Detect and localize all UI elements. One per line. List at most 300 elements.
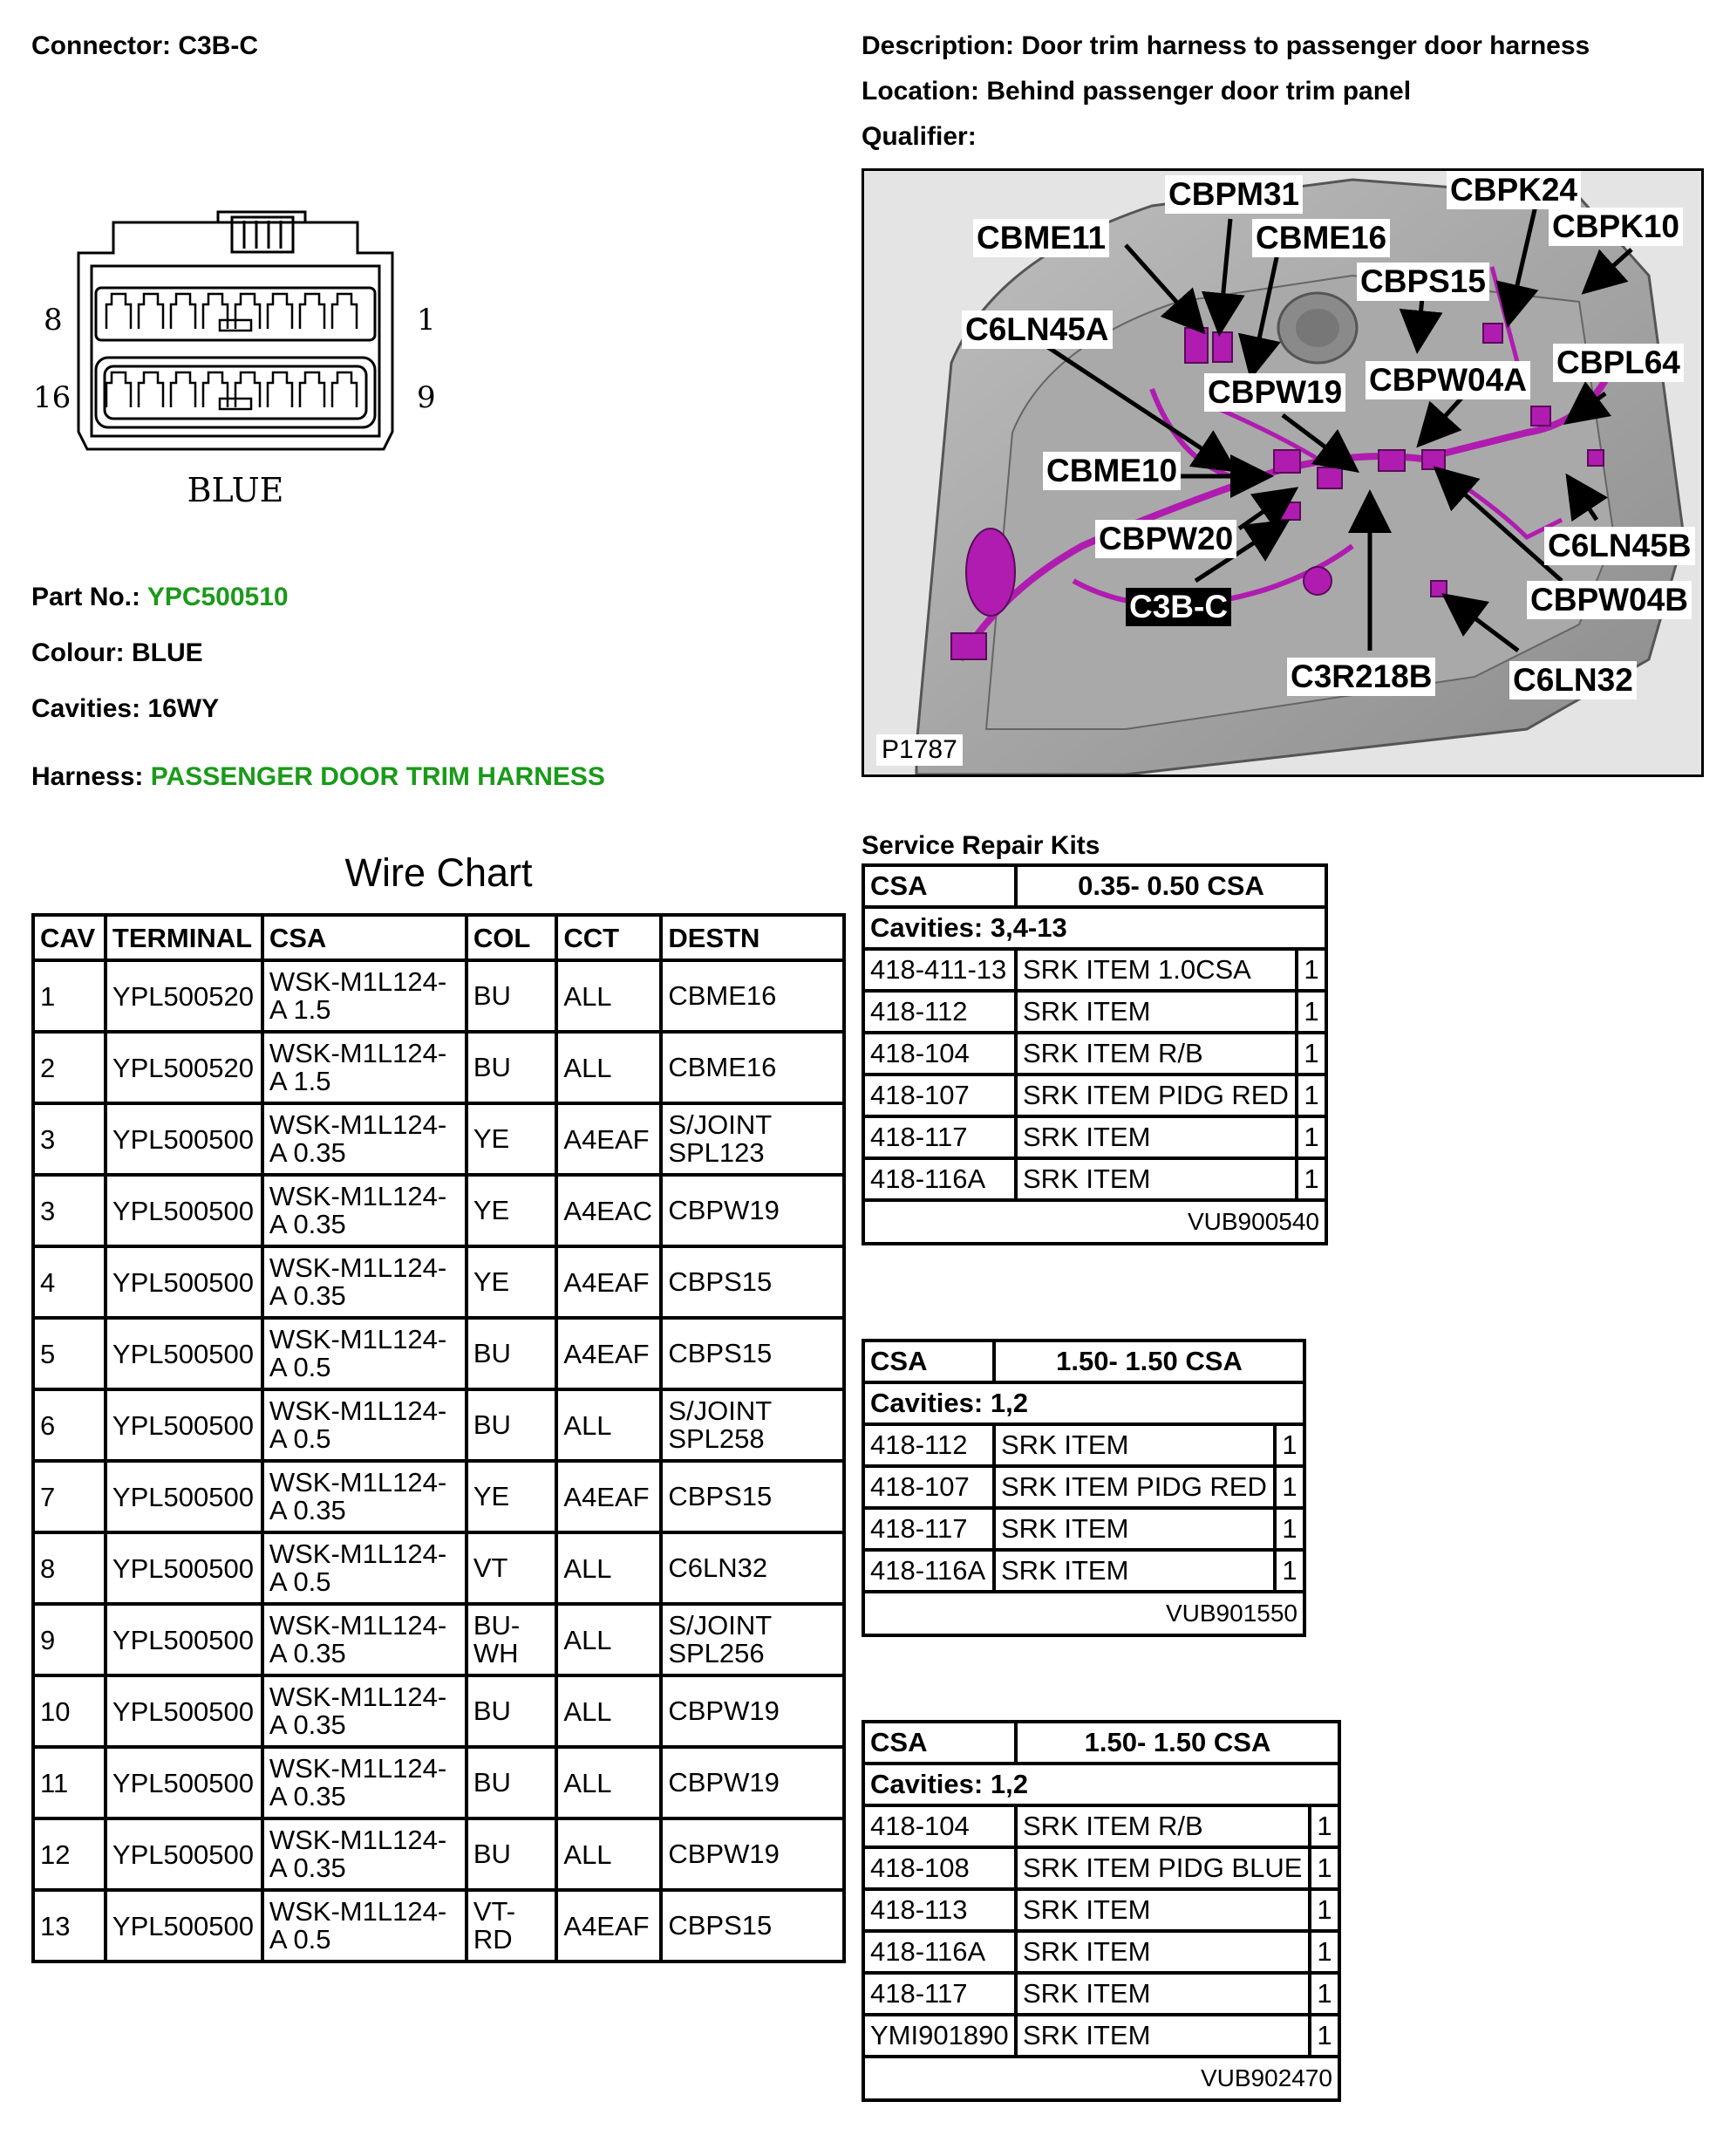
circuit-cell: ALL [556, 1389, 661, 1461]
kit-item-quantity: 1 [1297, 1075, 1326, 1116]
destination-cell [661, 1818, 844, 1890]
harness-line [31, 762, 605, 792]
kit-cavities-row [863, 1382, 1304, 1424]
csa-cell [262, 1604, 467, 1675]
csa-spec: WSK-M1L124- [269, 1682, 447, 1712]
csa-cell [262, 1675, 467, 1747]
kit-item-row [863, 1158, 1326, 1200]
col-header-csa: CSA [262, 915, 467, 960]
cav-cell: 13 [33, 1890, 106, 1962]
callout-cbpw04a: CBPW04A [1366, 361, 1530, 399]
kit-item-row [863, 2015, 1339, 2057]
pin-label-1: 1 [417, 303, 436, 338]
cav-cell: 12 [33, 1818, 106, 1890]
kit-header-row [863, 865, 1326, 907]
destination: CBPW19 [668, 1695, 780, 1726]
csa-size: A 0.35 [269, 1495, 346, 1525]
qualifier-line: Qualifier: [862, 122, 977, 151]
col-header-col: COL [467, 915, 557, 960]
colour-code: YE [473, 1266, 510, 1297]
wire-chart-row [33, 1675, 844, 1747]
cavities-value: 16WY [147, 694, 220, 723]
connector-cavity [106, 294, 131, 329]
connector-face-diagram [26, 205, 445, 519]
cav-cell: 10 [33, 1675, 106, 1747]
col-header-cav: CAV [33, 915, 106, 960]
csa-size: A 0.5 [269, 1352, 331, 1382]
csa-spec: WSK-M1L124- [269, 1896, 447, 1927]
csa-size: A 0.35 [269, 1280, 346, 1311]
kit-item-description: SRK ITEM [1016, 1116, 1297, 1158]
cav-cell: 8 [33, 1532, 106, 1604]
kit-item-description: SRK ITEM [1016, 1931, 1310, 1973]
csa-cell [262, 1461, 467, 1532]
kit-item-description: SRK ITEM PIDG RED [1016, 1075, 1297, 1116]
csa-size: A 0.35 [269, 1137, 346, 1168]
csa-spec: WSK-M1L124- [269, 1539, 447, 1569]
kit-item-description: SRK ITEM [994, 1508, 1275, 1550]
csa-size: A 0.35 [269, 1852, 346, 1883]
colour-code: BU [473, 1338, 511, 1368]
kit-item-code: 418-112 [863, 1424, 994, 1466]
csa-spec: WSK-M1L124- [269, 966, 447, 997]
colour-code: BU [473, 1767, 511, 1798]
kit-reference: VUB902470 [863, 2057, 1339, 2100]
colour-cell [467, 1818, 557, 1890]
destination-cell [661, 1890, 844, 1962]
kit-csa-range: 1.50- 1.50 CSA [1016, 1722, 1339, 1764]
circuit-cell: A4EAC [556, 1175, 661, 1246]
connector-cavity [300, 294, 324, 329]
kit-item-quantity: 1 [1310, 1847, 1339, 1889]
kit-reference-row [863, 1200, 1326, 1244]
kit-item-code: 418-107 [863, 1075, 1016, 1116]
kit-item-description: SRK ITEM R/B [1016, 1033, 1297, 1075]
connector-cavity [203, 372, 228, 407]
kit-item-code: 418-104 [863, 1805, 1016, 1847]
kit-item-description: SRK ITEM [1016, 1889, 1310, 1931]
cavities-label: Cavities: [31, 694, 141, 723]
repair-kit-table [862, 863, 1328, 1245]
connector-heading: Connector: C3B-C [31, 31, 258, 60]
cav-cell: 4 [33, 1246, 106, 1318]
kit-item-description: SRK ITEM [1016, 1973, 1310, 2015]
csa-size: A 0.35 [269, 1709, 346, 1740]
colour-cell [467, 1246, 557, 1318]
terminal-cell: YPL500500 [106, 1747, 262, 1818]
wire-chart-table [31, 913, 846, 1963]
kit-item-quantity: 1 [1275, 1466, 1304, 1508]
colour-cell [467, 960, 557, 1032]
destination: CBPW19 [668, 1839, 780, 1869]
col-header-destn: DESTN [661, 915, 844, 960]
destination: C6LN32 [668, 1552, 768, 1583]
destination: CBME16 [668, 980, 777, 1011]
colour-cell [467, 1032, 557, 1103]
kit-reference-row [863, 2057, 1339, 2100]
cav-cell: 3 [33, 1175, 106, 1246]
callout-c6ln45b: C6LN45B [1544, 527, 1695, 565]
kit-item-row [863, 1033, 1326, 1075]
csa-size: A 0.5 [269, 1924, 331, 1955]
pin-label-8: 8 [44, 303, 63, 338]
colour-cell [467, 1103, 557, 1175]
callout-cbpw20: CBPW20 [1095, 520, 1236, 558]
kit-item-code: 418-112 [863, 991, 1016, 1033]
destination-2: SPL123 [668, 1137, 765, 1168]
destination: CBPW19 [668, 1195, 780, 1225]
cavities-line [31, 694, 219, 724]
colour-cell [467, 1461, 557, 1532]
kit-item-code: 418-117 [863, 1116, 1016, 1158]
kit-reference-row [863, 1592, 1304, 1635]
colour-code: BU [473, 1695, 511, 1726]
circuit-cell: A4EAF [556, 1461, 661, 1532]
callout-c3r218b: C3R218B [1287, 658, 1435, 696]
cav-cell: 1 [33, 960, 106, 1032]
csa-cell [262, 1389, 467, 1461]
kit-item-quantity: 1 [1310, 1889, 1339, 1931]
destination: CBME16 [668, 1052, 777, 1082]
destination-cell [661, 1103, 844, 1175]
kit-csa-label: CSA [863, 865, 1016, 907]
destination-cell [661, 1175, 844, 1246]
connector-cavity [235, 372, 260, 407]
location-line: Location: Behind passenger door trim panel [862, 77, 1412, 106]
cav-cell: 3 [33, 1103, 106, 1175]
destination-cell [661, 1532, 844, 1604]
callout-cbps15: CBPS15 [1357, 263, 1489, 301]
connector-cavity [139, 372, 163, 407]
wire-chart-row [33, 1532, 844, 1604]
terminal-cell: YPL500520 [106, 960, 262, 1032]
csa-cell [262, 1175, 467, 1246]
kit-item-description: SRK ITEM [1016, 2015, 1310, 2057]
harness-label: Harness: [31, 762, 144, 791]
colour-code-2: RD [473, 1924, 513, 1955]
kit-item-row [863, 1116, 1326, 1158]
kit-item-code: 418-117 [863, 1508, 994, 1550]
circuit-cell: ALL [556, 960, 661, 1032]
connector-colour-label: BLUE [187, 471, 284, 509]
callout-cbpm31: CBPM31 [1165, 175, 1303, 214]
colour-cell [467, 1175, 557, 1246]
kit-item-quantity: 1 [1297, 1158, 1326, 1200]
kit-cavities: Cavities: 1,2 [863, 1382, 1304, 1424]
wire-chart-row [33, 1890, 844, 1962]
colour-cell [467, 1604, 557, 1675]
kit-item-quantity: 1 [1297, 1033, 1326, 1075]
kit-item-quantity: 1 [1310, 1931, 1339, 1973]
col-header-terminal: TERMINAL [106, 915, 262, 960]
kit-item-code: 418-113 [863, 1889, 1016, 1931]
csa-spec: WSK-M1L124- [269, 1825, 447, 1855]
connector-cavity [171, 372, 195, 407]
destination-2: SPL256 [668, 1638, 765, 1668]
kit-item-code: 418-116A [863, 1158, 1016, 1200]
csa-spec: WSK-M1L124- [269, 1109, 447, 1140]
kit-header-row [863, 1722, 1339, 1764]
cav-cell: 6 [33, 1389, 106, 1461]
kit-csa-label: CSA [863, 1341, 994, 1382]
kit-item-row [863, 1805, 1339, 1847]
photo-code: P1787 [876, 734, 963, 766]
csa-cell [262, 1032, 467, 1103]
colour-cell [467, 1675, 557, 1747]
circuit-cell: A4EAF [556, 1890, 661, 1962]
kit-item-code: 418-116A [863, 1550, 994, 1592]
wire-chart-row [33, 1818, 844, 1890]
repair-kit-table [862, 1339, 1306, 1637]
circuit-cell: A4EAF [556, 1103, 661, 1175]
destination: CBPS15 [668, 1266, 773, 1297]
wire-chart-header-row [33, 915, 844, 960]
circuit-cell: ALL [556, 1604, 661, 1675]
wire-chart-row [33, 1246, 844, 1318]
terminal-cell: YPL500500 [106, 1389, 262, 1461]
kit-item-quantity: 1 [1275, 1508, 1304, 1550]
terminal-cell: YPL500500 [106, 1103, 262, 1175]
wire-chart-row [33, 1318, 844, 1389]
csa-size: A 1.5 [269, 994, 331, 1025]
csa-spec: WSK-M1L124- [269, 1395, 447, 1426]
terminal-cell: YPL500500 [106, 1675, 262, 1747]
csa-size: A 0.35 [269, 1781, 346, 1811]
kit-item-quantity: 1 [1310, 1805, 1339, 1847]
destination-cell [661, 1604, 844, 1675]
part-number-line [31, 583, 289, 612]
kit-item-row [863, 1931, 1339, 1973]
csa-cell [262, 960, 467, 1032]
colour-cell [467, 1747, 557, 1818]
circuit-cell: ALL [556, 1532, 661, 1604]
col-header-cct: CCT [556, 915, 661, 960]
csa-cell [262, 1246, 467, 1318]
colour-code: BU [473, 1052, 511, 1082]
part-number-link[interactable]: YPC500510 [146, 583, 289, 611]
kit-item-row [863, 949, 1326, 991]
circuit-cell: A4EAF [556, 1246, 661, 1318]
csa-cell [262, 1103, 467, 1175]
colour-cell [467, 1389, 557, 1461]
connector-cavity [332, 372, 357, 407]
circuit-cell: ALL [556, 1675, 661, 1747]
csa-size: A 0.35 [269, 1638, 346, 1668]
wire-chart-row [33, 1103, 844, 1175]
colour-code-2: WH [473, 1638, 519, 1668]
kit-header-row [863, 1341, 1304, 1382]
destination-cell [661, 1461, 844, 1532]
repair-kit-table [862, 1720, 1341, 2102]
colour-line [31, 638, 203, 668]
csa-spec: WSK-M1L124- [269, 1753, 447, 1784]
wire-chart-row [33, 1175, 844, 1246]
kit-item-quantity: 1 [1275, 1424, 1304, 1466]
circuit-cell: ALL [556, 1032, 661, 1103]
kit-item-description: SRK ITEM PIDG RED [994, 1466, 1275, 1508]
colour-label: Colour: [31, 638, 125, 667]
pin-label-16: 16 [33, 380, 72, 415]
callout-cbpk10: CBPK10 [1549, 208, 1683, 246]
callout-cbpk24: CBPK24 [1447, 171, 1581, 209]
harness-link[interactable]: PASSENGER DOOR TRIM HARNESS [150, 762, 605, 791]
wire-chart-row [33, 1461, 844, 1532]
cav-cell: 5 [33, 1318, 106, 1389]
kit-item-description: SRK ITEM PIDG BLUE [1016, 1847, 1310, 1889]
wire-chart-title: Wire Chart [344, 850, 533, 895]
csa-cell [262, 1318, 467, 1389]
kit-item-code: YMI901890 [863, 2015, 1016, 2057]
destination-cell [661, 1675, 844, 1747]
terminal-cell: YPL500500 [106, 1532, 262, 1604]
colour-code: BU [473, 1839, 511, 1869]
kit-item-row [863, 1075, 1326, 1116]
kit-item-row [863, 1424, 1304, 1466]
part-number-label: Part No.: [31, 583, 141, 611]
kit-csa-range: 0.35- 0.50 CSA [1016, 865, 1326, 907]
kit-csa-range: 1.50- 1.50 CSA [994, 1341, 1304, 1382]
csa-cell [262, 1532, 467, 1604]
wire-chart-row [33, 1604, 844, 1675]
connector-cavity [139, 294, 163, 329]
cav-cell: 11 [33, 1747, 106, 1818]
csa-cell [262, 1818, 467, 1890]
terminal-cell: YPL500500 [106, 1246, 262, 1318]
destination-2: SPL258 [668, 1423, 765, 1454]
destination: CBPS15 [668, 1910, 773, 1941]
destination: CBPS15 [668, 1481, 773, 1511]
wire-chart-row [33, 1032, 844, 1103]
csa-size: A 1.5 [269, 1066, 331, 1096]
connector-cavity [268, 294, 292, 329]
kit-item-row [863, 1889, 1339, 1931]
destination-cell [661, 1318, 844, 1389]
terminal-cell: YPL500500 [106, 1890, 262, 1962]
colour-code: YE [473, 1123, 510, 1154]
csa-cell [262, 1747, 467, 1818]
kit-item-row [863, 991, 1326, 1033]
terminal-cell: YPL500500 [106, 1604, 262, 1675]
terminal-cell: YPL500500 [106, 1461, 262, 1532]
destination: CBPW19 [668, 1767, 780, 1798]
connector-cavity [300, 372, 324, 407]
circuit-cell: ALL [556, 1747, 661, 1818]
csa-spec: WSK-M1L124- [269, 1181, 447, 1211]
kit-cavities-row [863, 907, 1326, 949]
destination-cell [661, 1389, 844, 1461]
kit-item-quantity: 1 [1297, 991, 1326, 1033]
kit-item-description: SRK ITEM R/B [1016, 1805, 1310, 1847]
colour-value: BLUE [131, 638, 203, 667]
colour-cell [467, 1532, 557, 1604]
connector-cavity [235, 294, 260, 329]
destination: S/JOINT [668, 1109, 773, 1140]
cav-cell: 2 [33, 1032, 106, 1103]
kit-cavities-row [863, 1764, 1339, 1805]
wire-chart-row [33, 1747, 844, 1818]
wire-chart-row [33, 960, 844, 1032]
colour-cell [467, 1890, 557, 1962]
kit-item-code: 418-116A [863, 1931, 1016, 1973]
kit-reference: VUB900540 [863, 1200, 1326, 1244]
kit-item-quantity: 1 [1297, 1116, 1326, 1158]
kit-item-code: 418-117 [863, 1973, 1016, 2015]
connector-cavity [106, 372, 131, 407]
colour-code: YE [473, 1195, 510, 1225]
wire-chart-row [33, 1389, 844, 1461]
destination-cell [661, 1246, 844, 1318]
destination-cell [661, 1032, 844, 1103]
destination: S/JOINT [668, 1395, 773, 1426]
cav-cell: 7 [33, 1461, 106, 1532]
service-repair-kits-title: Service Repair Kits [862, 831, 1100, 860]
colour-code: YE [473, 1481, 510, 1511]
destination: S/JOINT [668, 1610, 773, 1641]
terminal-cell: YPL500500 [106, 1818, 262, 1890]
callout-c6ln45a: C6LN45A [962, 310, 1113, 349]
csa-spec: WSK-M1L124- [269, 1610, 447, 1641]
csa-spec: WSK-M1L124- [269, 1324, 447, 1354]
destination-cell [661, 960, 844, 1032]
kit-cavities: Cavities: 1,2 [863, 1764, 1339, 1805]
terminal-cell: YPL500500 [106, 1318, 262, 1389]
kit-item-row [863, 1847, 1339, 1889]
connector-cavity [332, 294, 357, 329]
location-photo [862, 168, 1704, 777]
circuit-cell: A4EAF [556, 1318, 661, 1389]
kit-item-description: SRK ITEM [1016, 991, 1297, 1033]
callout-cbme11: CBME11 [973, 219, 1109, 257]
callout-cbme16: CBME16 [1252, 219, 1390, 257]
csa-size: A 0.5 [269, 1566, 331, 1597]
kit-cavities: Cavities: 3,4-13 [863, 907, 1326, 949]
colour-code: BU [473, 1409, 511, 1440]
csa-spec: WSK-M1L124- [269, 1038, 447, 1068]
callout-cbpl64: CBPL64 [1553, 344, 1684, 382]
colour-code: VT- [473, 1896, 516, 1927]
kit-item-code: 418-411-13 [863, 949, 1016, 991]
colour-code: VT [473, 1552, 508, 1583]
cav-cell: 9 [33, 1604, 106, 1675]
callout-c3b-c: C3B-C [1126, 588, 1231, 626]
kit-item-code: 418-104 [863, 1033, 1016, 1075]
callout-cbpw19: CBPW19 [1204, 373, 1345, 412]
circuit-cell: ALL [556, 1818, 661, 1890]
kit-item-code: 418-107 [863, 1466, 994, 1508]
csa-spec: WSK-M1L124- [269, 1252, 447, 1283]
callout-c6ln32: C6LN32 [1509, 661, 1637, 699]
kit-item-quantity: 1 [1297, 949, 1326, 991]
csa-size: A 0.5 [269, 1423, 331, 1454]
kit-item-description: SRK ITEM [994, 1550, 1275, 1592]
terminal-cell: YPL500520 [106, 1032, 262, 1103]
kit-csa-label: CSA [863, 1722, 1016, 1764]
kit-item-quantity: 1 [1275, 1550, 1304, 1592]
connector-cavity [171, 294, 195, 329]
pin-label-9: 9 [417, 380, 436, 415]
destination-cell [661, 1747, 844, 1818]
csa-size: A 0.35 [269, 1209, 346, 1239]
kit-item-quantity: 1 [1310, 2015, 1339, 2057]
callout-cbme10: CBME10 [1043, 452, 1181, 490]
colour-cell [467, 1318, 557, 1389]
kit-item-code: 418-108 [863, 1847, 1016, 1889]
kit-item-row [863, 1550, 1304, 1592]
terminal-cell: YPL500500 [106, 1175, 262, 1246]
kit-item-row [863, 1508, 1304, 1550]
csa-spec: WSK-M1L124- [269, 1467, 447, 1498]
kit-item-description: SRK ITEM [1016, 1158, 1297, 1200]
